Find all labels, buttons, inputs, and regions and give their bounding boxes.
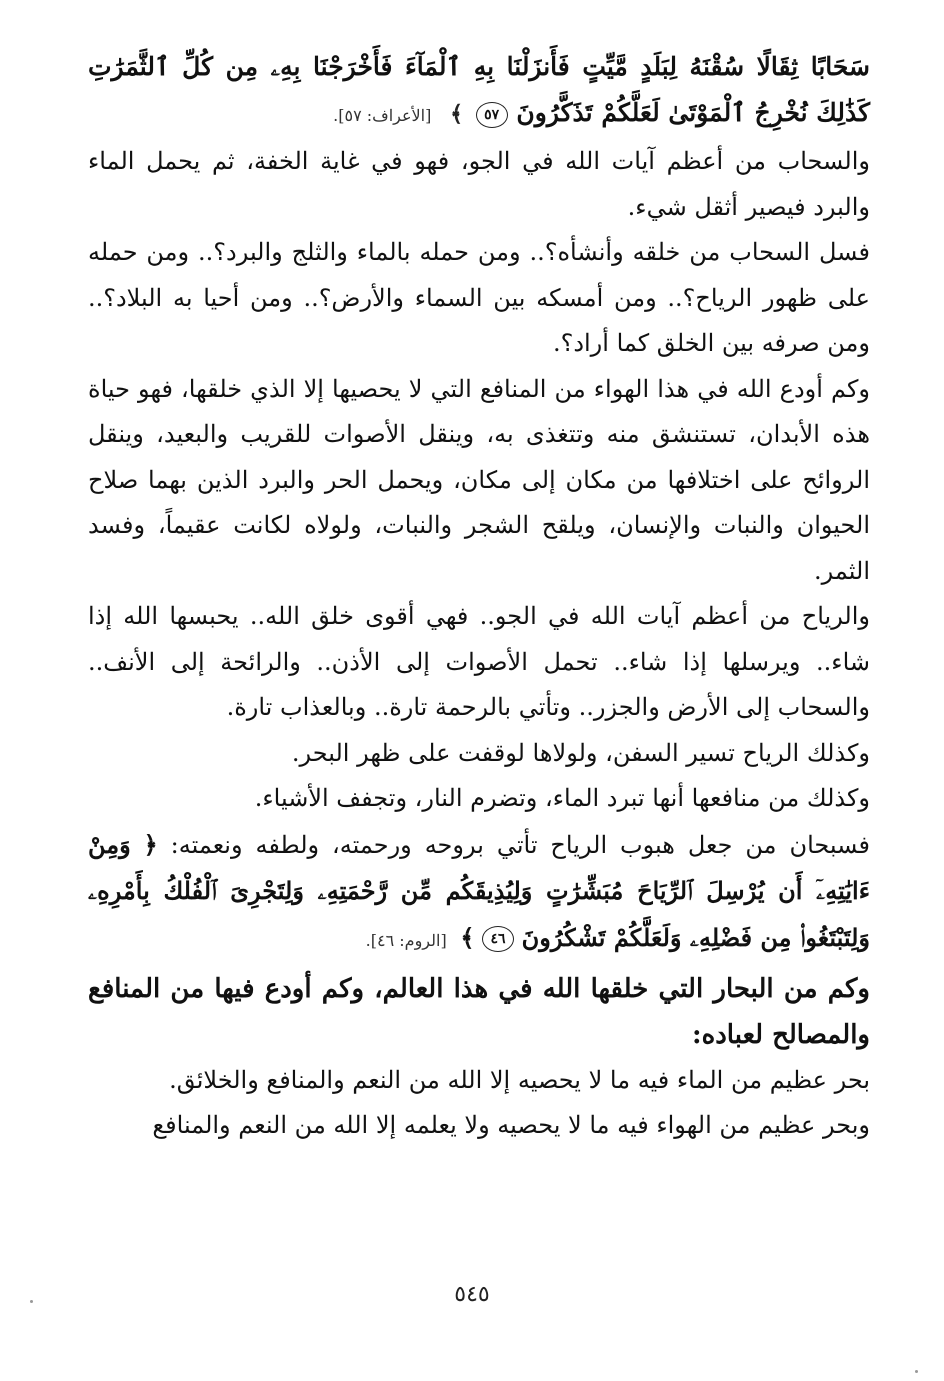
paragraph-air-benefits: وكم أودع الله في هذا الهواء من المنافع التي لا يحصيها إلا الذي خلقها، فهو حياة هذه الأبدان، تستنشق منه وتتغذى به، وينقل الأصوات للقريب والبعيد، وينقل الروائح على اختلافها من مكان إلى مكان، ويحمل الحر والبرد الذين بهما صلاح الحيوان والنبات والإنسان، ويلقح الشجر والنبات، ولولاه لكانت عقيماً، وفسد الثمر. [88,374,870,585]
paragraph-winds-benefits: وكذلك من منافعها أنها تبرد الماء، وتضرم النار، وتجفف الأشياء. [254,784,870,812]
verse-reference: [الأعراف: ٥٧]. [333,106,432,125]
quran-verse-top [88,44,870,139]
verse-text: سَحَابًا ثِقَالًا سُقْنَهُ لِبَلَدٍ مَّيِّتٍ فَأَنزَلْنَا بِهِ ٱلْمَآءَ فَأَخْرَجْنَا بِهِۦ مِن كُلِّ ٱلثَّمَرَٰتِ كَذَٰلِكَ نُخْرِجُ ٱلْمَوْتَىٰ لَعَلَّكُمْ تَذَكَّرُونَ [88,52,870,127]
paragraph-sea-water: بحر عظيم من الماء فيه ما لا يحصيه إلا الله من النعم والمنافع والخلائق. [169,1065,870,1094]
paragraph-clouds: والسحاب من أعظم آيات الله في الجو، فهو في غاية الخفة، ثم يحمل الماء والبرد فيصير أثقل شيء. [88,147,871,221]
paragraph-winds-ships: وكذلك الرياح تسير السفن، ولولاها لوقفت على ظهر البحر. [291,738,870,767]
inline-verse-close-ornament-icon: ﴾ [460,922,475,952]
verse-close-ornament-icon: ﴾ [450,101,463,127]
page-number: ٥٤٥ [454,1282,490,1307]
paragraph-ask-clouds: فسل السحاب من خلقه وأنشأه؟.. ومن حمله بالماء والثلج والبرد؟.. ومن حمله على ظهور الرياح؟.. ومن أمسكه بين السماء والأرض؟.. ومن أحيا به البلاد؟.. ومن صرفه بين الخلق كما أراد؟. [88,238,870,357]
paragraph-winds: والرياح من أعظم آيات الله في الجو.. فهي أقوى خلق الله.. يحبسها الله إذا شاء.. ويرسلها إذا شاء.. تحمل الأصوات إلى الأذن.. والرائحة إلى الأنف.. والسحاب إلى الأرض والجزر.. وتأتي بالرحمة تارة.. وبالعذاب تارة. [88,602,870,721]
scan-speck [30,1300,33,1303]
inline-verse-text: وَمِنْ ءَايَٰتِهِۦٓ أَن يُرْسِلَ ٱلرِّيَاحَ مُبَشِّرَٰتٍ وَلِيُذِيقَكُم مِّن رَّحْمَتِهِۦ وَلِتَجْرِىَ ٱلْفُلْكُ بِأَمْرِهِۦ وَلِتَبْتَغُوا۟ مِن فَضْلِهِۦ وَلَعَلَّكُمْ تَشْكُرُونَ [88,829,870,952]
scan-speck [915,1370,918,1373]
verse-open-ornament-icon: ﴿ [143,829,158,859]
section-heading: وكم من البحار التي خلقها الله في هذا العالم، وكم أودع فيها من المنافع والمصالح لعباده: [88,973,870,1050]
inline-verse-intro: فسبحان من جعل هبوب الرياح تأتي بروحه ورحمته، ولطفه ونعمته: [170,830,870,859]
verse-number-badge: ٥٧ [476,102,508,128]
paragraph-sea-air: وبحر عظيم من الهواء فيه ما لا يحصيه ولا يعلمه إلا الله من النعم والمنافع [152,1111,870,1139]
page-body [88,44,870,1149]
paragraph-inline-verse [88,822,870,964]
inline-verse-number-badge: ٤٦ [482,926,514,952]
inline-verse-reference: [الروم: ٤٦]. [365,930,447,950]
